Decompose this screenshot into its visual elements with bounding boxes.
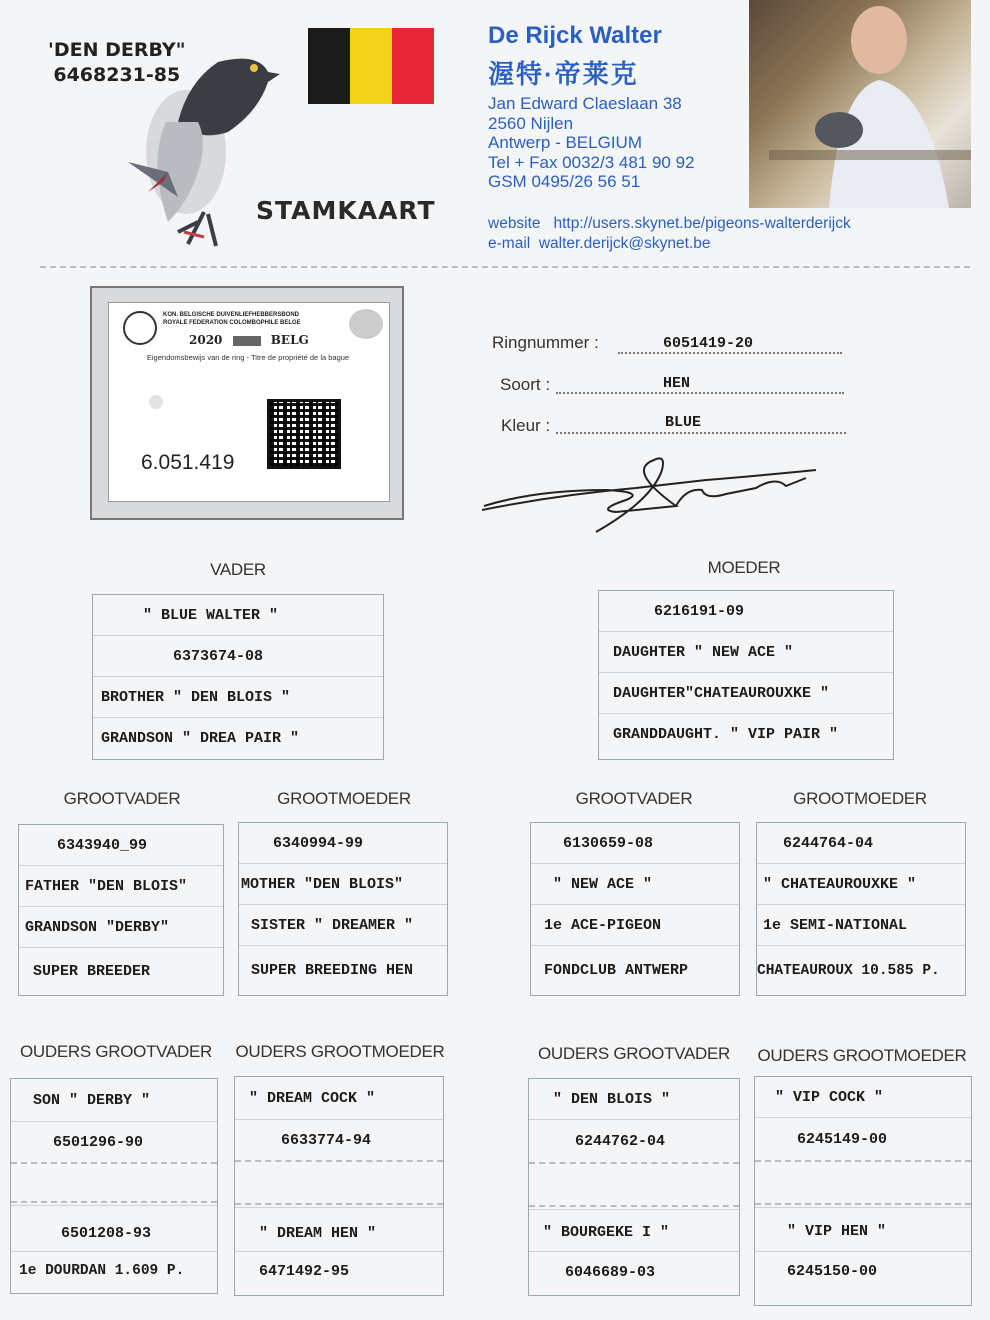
great-grandparent-line: 1e DOURDAN 1.609 P.: [19, 1263, 185, 1279]
great-grandparent-line: " DEN BLOIS ": [529, 1079, 739, 1120]
qr-code-icon: [267, 399, 341, 469]
ownership-text: Eigendomsbewijs van de ring - Titre de propriété de la bague: [146, 353, 350, 362]
document-title: STAMKAART: [256, 196, 436, 225]
flag-red: [392, 28, 434, 104]
breeder-name: De Rijck Walter: [488, 22, 662, 49]
great-grandparent-line: 6245150-00: [787, 1262, 878, 1280]
grandparent-line: MOTHER "DEN BLOIS": [239, 864, 447, 905]
grandparent-line: GRANDSON "DERBY": [19, 907, 223, 948]
address-line: Tel + Fax 0032/3 481 90 92: [488, 152, 695, 172]
grandparent-box: [756, 822, 966, 996]
great-grandparent-line: [755, 1163, 971, 1205]
grandparent-line: 1e SEMI-NATIONAL: [757, 905, 965, 946]
sex-value: HEN: [663, 375, 691, 392]
ring-ownership-card: [90, 286, 404, 520]
grandparent-line: CHATEAUROUX 10.585 P.: [757, 962, 940, 979]
grandmother-label: GROOTMOEDER: [793, 789, 927, 808]
great-grandparent-line: 6244762-04: [529, 1120, 739, 1164]
grandparent-line: FONDCLUB ANTWERP: [544, 962, 689, 979]
federation-line1: KON. BELGISCHE DUIVENLIEFHEBBERSBOND: [163, 312, 300, 318]
mother-line: DAUGHTER"CHATEAUROUXKE ": [599, 673, 893, 714]
grandparent-line: SUPER BREEDER: [33, 963, 151, 980]
great-grandparent-line: 6046689-03: [565, 1263, 656, 1281]
father-line: 6373674-08: [93, 636, 383, 677]
great-grandparent-line: 6633774-94: [235, 1120, 443, 1162]
father-line: GRANDSON " DREA PAIR ": [101, 729, 300, 747]
grandparent-line: " CHATEAUROUXKE ": [757, 864, 965, 905]
email-link[interactable]: walter.derijck@skynet.be: [538, 235, 711, 252]
website-link[interactable]: http://users.skynet.be/pigeons-walterderijck: [553, 215, 851, 232]
flag-black: [308, 28, 350, 104]
belgian-flag: [308, 28, 434, 104]
mother-line: DAUGHTER " NEW ACE ": [599, 632, 893, 673]
mother-line: GRANDDAUGHT. " VIP PAIR ": [613, 725, 839, 743]
father-line: BROTHER " DEN BLOIS ": [93, 677, 383, 718]
federation-logo-icon: [123, 311, 157, 345]
grandparent-line: " NEW ACE ": [531, 864, 739, 905]
great-grandparent-line: " DREAM COCK ": [235, 1077, 443, 1120]
great-grandparent-line: [235, 1207, 443, 1208]
great-grandparent-line: 6501296-90: [11, 1122, 217, 1164]
flag-yellow: [350, 28, 392, 104]
great-grandparent-line: 6245149-00: [755, 1118, 971, 1162]
ring-emblem-icon: [233, 336, 261, 346]
ring-country: BELG: [270, 333, 309, 347]
grandparent-box: [530, 822, 740, 996]
color-label: Kleur :: [501, 416, 551, 435]
great-grandparent-box: [234, 1076, 444, 1296]
hole-icon: [149, 395, 163, 409]
header-divider: [40, 266, 970, 268]
breeder-photo: [749, 0, 971, 208]
sex-label: Soort :: [500, 375, 551, 394]
great-grandfather-label: OUDERS GROOTVADER: [538, 1044, 730, 1063]
great-grandparent-line: [755, 1207, 971, 1208]
great-grandfather-label: OUDERS GROOTVADER: [20, 1042, 212, 1061]
great-grandparent-line: " VIP COCK ": [755, 1077, 971, 1118]
great-grandparent-box: [10, 1078, 218, 1294]
contact-block: [488, 214, 851, 254]
great-grandmother-label: OUDERS GROOTMOEDER: [757, 1046, 967, 1065]
address-line: GSM 0495/26 56 51: [488, 172, 641, 191]
great-grandparent-line: [11, 1205, 217, 1206]
grandparent-box: [18, 824, 224, 996]
color-value: BLUE: [665, 414, 702, 431]
great-grandparent-line: " VIP HEN ": [755, 1211, 971, 1252]
grandparent-line: 6244764-04: [757, 823, 965, 864]
email-label: e-mail: [488, 235, 531, 252]
great-grandparent-line: " BOURGEKE I ": [529, 1213, 739, 1252]
great-grandparent-line: 6471492-95: [259, 1262, 350, 1280]
grandparent-line: SISTER " DREAMER ": [239, 905, 447, 946]
grandparent-line: 1e ACE-PIGEON: [531, 905, 739, 946]
address-line: 2560 Nijlen: [488, 113, 574, 133]
great-grandparent-box: [754, 1076, 972, 1306]
grandmother-label: GROOTMOEDER: [277, 789, 411, 808]
grandfather-label: GROOTVADER: [575, 789, 693, 808]
ring-value: 6051419-20: [663, 335, 754, 352]
grandparent-line: 6340994-99: [239, 823, 447, 864]
great-grandparent-line: " DREAM HEN ": [235, 1215, 443, 1252]
grandparent-line: SUPER BREEDING HEN: [251, 962, 414, 979]
great-grandparent-box: [528, 1078, 740, 1296]
ring-card-inner: [108, 302, 390, 502]
federation-line2: ROYALE FEDERATION COLOMBOPHILE BELGE: [163, 320, 301, 326]
mother-line: 6216191-09: [599, 591, 893, 632]
father-label: VADER: [210, 560, 266, 579]
pigeon-ring: 6468231-85: [53, 64, 181, 86]
ring-label: Ringnummer :: [492, 333, 599, 352]
website-label: website: [488, 215, 541, 232]
ring-year: 2020: [189, 333, 223, 347]
great-grandparent-line: [11, 1165, 217, 1203]
breeder-address: [488, 94, 695, 192]
great-grandparent-line: 6501208-93: [11, 1215, 217, 1252]
breeder-name-chinese: 渥特·帝莱克: [488, 59, 639, 89]
grandparent-line: FATHER "DEN BLOIS": [19, 866, 223, 907]
federation-crest-icon: [349, 309, 383, 339]
signature-icon: [476, 440, 836, 536]
great-grandparent-line: [529, 1209, 739, 1210]
great-grandparent-line: SON " DERBY ": [11, 1079, 217, 1122]
mother-box: [598, 590, 894, 760]
grandparent-line: 6130659-08: [531, 823, 739, 864]
address-line: Jan Edward Claeslaan 38: [488, 94, 682, 113]
breeder-photo-icon: [749, 0, 971, 208]
mother-label: MOEDER: [707, 558, 781, 577]
grandparent-box: [238, 822, 448, 996]
grandfather-label: GROOTVADER: [63, 789, 181, 808]
father-line: " BLUE WALTER ": [93, 595, 383, 636]
pigeon-name: 'DEN DERBY": [48, 39, 186, 61]
great-grandmother-label: OUDERS GROOTMOEDER: [235, 1042, 445, 1061]
ring-number-printed: 6.051.419: [141, 451, 235, 474]
great-grandparent-line: [529, 1165, 739, 1207]
grandparent-line: 6343940_99: [19, 825, 223, 866]
father-box: [92, 594, 384, 760]
address-line: Antwerp - BELGIUM: [488, 133, 642, 152]
great-grandparent-line: [235, 1163, 443, 1205]
